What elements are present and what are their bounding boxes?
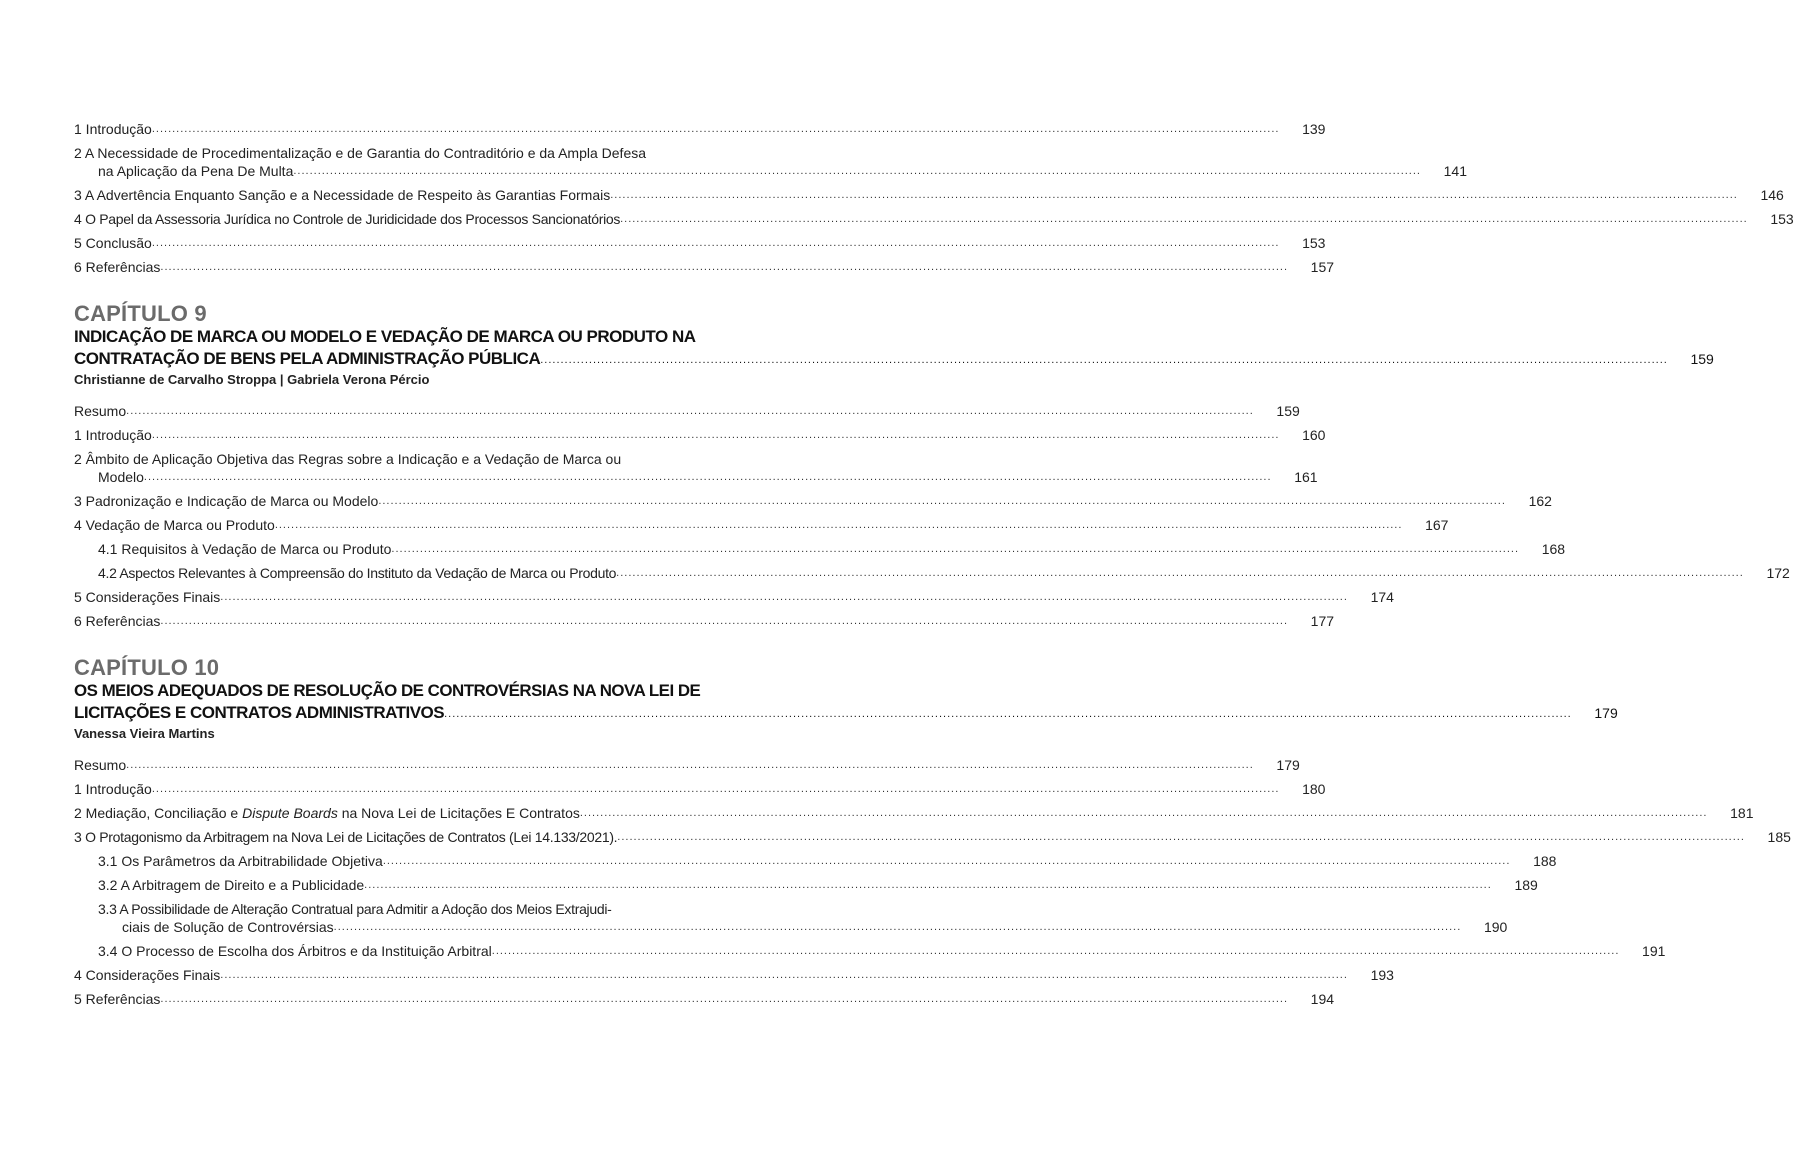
entry-title: 3.1 Os Parâmetros da Arbitrabilidade Objetiva	[98, 853, 383, 869]
entry-page: 161	[1294, 469, 1318, 485]
dot-leader: ......................................................................................................................................................................................................................................................................................	[579, 807, 1708, 819]
entry-title: 5 Referências	[74, 991, 161, 1007]
entry-page: 193	[1370, 967, 1394, 983]
toc-entry[interactable]	[74, 426, 1326, 444]
dot-leader: ......................................................................................................................................................................................................................................................................................	[293, 165, 1421, 177]
entry-page: 157	[1310, 259, 1335, 275]
chapter-title-line1: OS MEIOS ADEQUADOS DE RESOLUÇÃO DE CONTROVÉRSIAS NA NOVA LEI DE	[74, 681, 701, 700]
dot-leader: ......................................................................................................................................................................................................................................................................................	[151, 123, 1280, 135]
toc-entry[interactable]	[74, 966, 1394, 984]
entry-title-italic: Dispute Boards	[242, 805, 338, 821]
toc-entry[interactable]	[74, 450, 1318, 486]
chapter-title-line2: CONTRATAÇÃO DE BENS PELA ADMINISTRAÇÃO PÚBLICA	[74, 349, 541, 368]
entry-page: 181	[1730, 805, 1754, 821]
dot-leader: ......................................................................................................................................................................................................................................................................................	[143, 471, 1272, 483]
entry-page: 139	[1302, 121, 1326, 137]
entry-title: 4.2 Aspectos Relevantes à Compreensão do Instituto da Vedação de Marca ou Produto	[98, 565, 617, 581]
entry-page: 194	[1310, 991, 1335, 1007]
toc-entry[interactable]	[74, 210, 1794, 228]
chapter-authors: Christianne de Carvalho Stroppa | Gabriela Verona Pércio	[74, 372, 430, 387]
toc-entry[interactable]	[74, 402, 1300, 420]
entry-title: 3 Padronização e Indicação de Marca ou Modelo	[74, 493, 379, 509]
dot-leader: ......................................................................................................................................................................................................................................................................................	[333, 921, 1462, 933]
entry-page: 172	[1766, 565, 1790, 581]
entry-page: 153	[1770, 211, 1794, 227]
entry-page: 180	[1302, 781, 1326, 797]
toc-entry[interactable]	[74, 258, 1335, 276]
entry-title: 6 Referências	[74, 613, 161, 629]
entry-page: 179	[1276, 757, 1300, 773]
chapter-10	[74, 655, 1791, 1008]
entry-page: 177	[1310, 613, 1335, 629]
toc-section-previous-chapter	[74, 120, 1794, 276]
toc-entry[interactable]	[74, 144, 1467, 180]
dot-leader: ......................................................................................................................................................................................................................................................................................	[540, 354, 1668, 366]
toc-entry[interactable]	[74, 234, 1326, 252]
chapter-authors: Vanessa Vieira Martins	[74, 726, 215, 741]
entry-title-line1: 2 Âmbito de Aplicação Objetiva das Regras sobre a Indicação e a Vedação de Marca ou	[74, 451, 622, 467]
toc-subentry[interactable]	[74, 942, 1666, 960]
toc-entry[interactable]	[74, 828, 1791, 846]
dot-leader: ......................................................................................................................................................................................................................................................................................	[382, 855, 1511, 867]
entry-title: 3.2 A Arbitragem de Direito e a Publicidade	[98, 877, 365, 893]
entry-title	[74, 804, 580, 822]
chapter-title[interactable]	[74, 680, 1618, 724]
entry-title: 5 Considerações Finais	[74, 589, 221, 605]
entry-page: 141	[1443, 163, 1467, 179]
dot-leader: ......................................................................................................................................................................................................................................................................................	[151, 237, 1280, 249]
entry-title: 1 Introdução	[74, 781, 152, 797]
entry-title: Resumo	[74, 403, 127, 419]
chapter-label: CAPÍTULO 9	[74, 301, 207, 326]
toc-entry[interactable]	[74, 804, 1754, 822]
entry-page: 185	[1767, 829, 1791, 845]
toc-subentry[interactable]	[74, 876, 1538, 894]
dot-leader: ......................................................................................................................................................................................................................................................................................	[220, 969, 1348, 981]
entry-title-part: 2 Mediação, Conciliação e	[74, 805, 243, 821]
entry-title: 1 Introdução	[74, 121, 152, 137]
dot-leader: ......................................................................................................................................................................................................................................................................................	[126, 405, 1254, 417]
toc-subentry[interactable]	[74, 900, 1508, 936]
entry-page: 174	[1370, 589, 1394, 605]
entry-page: 189	[1514, 877, 1538, 893]
dot-leader: ......................................................................................................................................................................................................................................................................................	[160, 615, 1289, 627]
table-of-contents	[74, 120, 1794, 1014]
dot-leader: ......................................................................................................................................................................................................................................................................................	[364, 879, 1492, 891]
toc-entry[interactable]	[74, 588, 1394, 606]
entry-page: 159	[1276, 403, 1300, 419]
dot-leader: ......................................................................................................................................................................................................................................................................................	[378, 495, 1506, 507]
entry-page: 162	[1528, 493, 1552, 509]
entry-title: 5 Conclusão	[74, 235, 152, 251]
entry-page: 153	[1302, 235, 1326, 251]
entry-title: 6 Referências	[74, 259, 161, 275]
dot-leader: ......................................................................................................................................................................................................................................................................................	[491, 945, 1620, 957]
chapter-title-line1: INDICAÇÃO DE MARCA OU MODELO E VEDAÇÃO DE MARCA OU PRODUTO NA	[74, 327, 696, 346]
dot-leader: ......................................................................................................................................................................................................................................................................................	[391, 543, 1520, 555]
dot-leader: ......................................................................................................................................................................................................................................................................................	[617, 831, 1745, 843]
chapter-title-line2: LICITAÇÕES E CONTRATOS ADMINISTRATIVOS	[74, 703, 445, 722]
entry-title: 3 A Advertência Enquanto Sanção e a Necessidade de Respeito às Garantias Formais	[74, 187, 611, 203]
dot-leader: ......................................................................................................................................................................................................................................................................................	[616, 567, 1744, 579]
chapter-label: CAPÍTULO 10	[74, 655, 220, 680]
entry-page: 168	[1541, 541, 1566, 557]
entry-title-line2: ciais de Solução de Controvérsias	[122, 919, 334, 935]
entry-title: 3.4 O Processo de Escolha dos Árbitros e da Instituição Arbitral	[98, 943, 492, 959]
toc-entry[interactable]	[74, 492, 1552, 510]
dot-leader: ......................................................................................................................................................................................................................................................................................	[126, 759, 1254, 771]
entry-title: Resumo	[74, 757, 127, 773]
dot-leader: ......................................................................................................................................................................................................................................................................................	[220, 591, 1348, 603]
dot-leader: ......................................................................................................................................................................................................................................................................................	[151, 783, 1280, 795]
toc-entry[interactable]	[74, 516, 1449, 534]
chapter-title[interactable]	[74, 326, 1714, 370]
entry-title: 4 Considerações Finais	[74, 967, 221, 983]
entry-page: 188	[1533, 853, 1557, 869]
toc-entry[interactable]	[74, 120, 1326, 138]
chapter-page: 179	[1594, 705, 1618, 721]
entry-title-line2: Modelo	[98, 469, 144, 485]
toc-entry[interactable]	[74, 990, 1335, 1008]
entry-page: 167	[1425, 517, 1449, 533]
entry-title-line1: 2 A Necessidade de Procedimentalização e de Garantia do Contraditório e da Ampla Defesa	[74, 145, 647, 161]
toc-entry[interactable]	[74, 186, 1784, 204]
dot-leader: ......................................................................................................................................................................................................................................................................................	[620, 213, 1748, 225]
dot-leader: ......................................................................................................................................................................................................................................................................................	[610, 189, 1738, 201]
toc-entry[interactable]	[74, 780, 1326, 798]
dot-leader: ......................................................................................................................................................................................................................................................................................	[274, 519, 1403, 531]
entry-title: 4 O Papel da Assessoria Jurídica no Controle de Juridicidade dos Processos Sancionatórios	[74, 211, 621, 227]
toc-subentry[interactable]	[74, 540, 1566, 558]
toc-subentry[interactable]	[74, 564, 1790, 582]
entry-page: 191	[1642, 943, 1666, 959]
entry-title: 4.1 Requisitos à Vedação de Marca ou Produto	[98, 541, 392, 557]
entry-title: 4 Vedação de Marca ou Produto	[74, 517, 275, 533]
chapter-page: 159	[1690, 351, 1714, 367]
dot-leader: ......................................................................................................................................................................................................................................................................................	[160, 261, 1289, 273]
toc-entry[interactable]	[74, 612, 1335, 630]
dot-leader: ......................................................................................................................................................................................................................................................................................	[160, 993, 1289, 1005]
entry-title-line2: na Aplicação da Pena De Multa	[98, 163, 294, 179]
entry-title-part: na Nova Lei de Licitações E Contratos	[337, 805, 580, 821]
entry-page: 160	[1302, 427, 1326, 443]
entry-title-line1: 3.3 A Possibilidade de Alteração Contratual para Admitir a Adoção dos Meios Extrajudi-	[98, 901, 612, 917]
chapter-9	[74, 301, 1790, 630]
entry-title: 3 O Protagonismo da Arbitragem na Nova Lei de Licitações de Contratos (Lei 14.133/2021).	[74, 829, 618, 845]
entry-title: 1 Introdução	[74, 427, 152, 443]
dot-leader: ......................................................................................................................................................................................................................................................................................	[151, 429, 1280, 441]
dot-leader: ......................................................................................................................................................................................................................................................................................	[444, 708, 1572, 720]
entry-page: 146	[1760, 187, 1784, 203]
toc-entry[interactable]	[74, 756, 1300, 774]
entry-page: 190	[1483, 919, 1508, 935]
toc-subentry[interactable]	[74, 852, 1557, 870]
